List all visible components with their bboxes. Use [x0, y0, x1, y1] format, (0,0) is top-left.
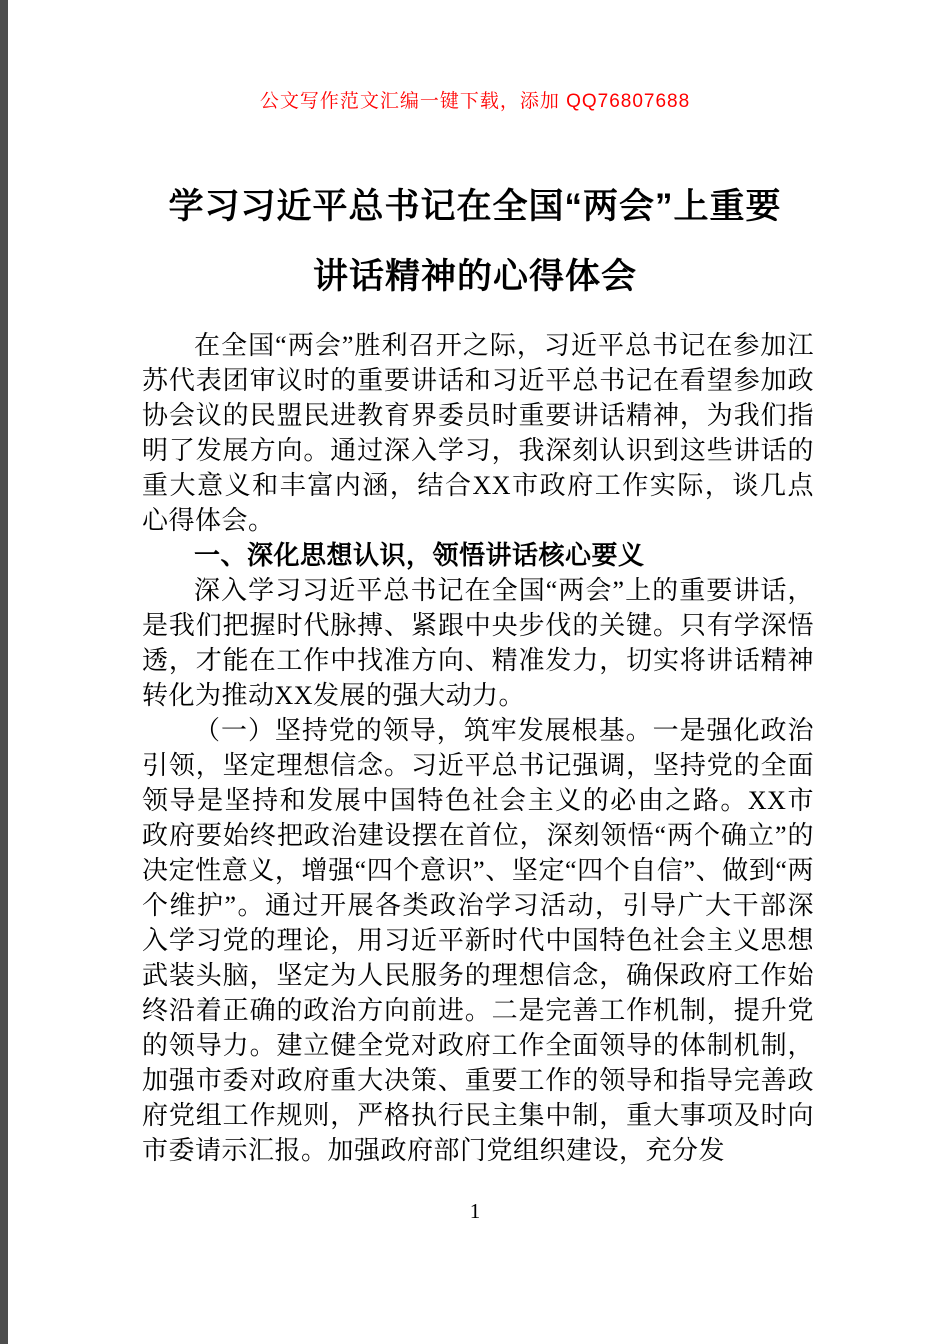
paragraph-intro: 在全国“两会”胜利召开之际，习近平总书记在参加江苏代表团审议时的重要讲话和习近平总书记在看望参加政协会议的民盟民进教育界委员时重要讲话精神，为我们指明了发展方向。通过深入学习，我深刻认识到这些讲话的重大意义和丰富内涵，结合XX市政府工作实际，谈几点心得体会。	[142, 331, 814, 535]
page-left-edge	[0, 0, 8, 1344]
paragraph-point-one: （一）坚持党的领导，筑牢发展根基。一是强化政治引领，坚定理想信念。习近平总书记强调，坚持党的全面领导是坚持和发展中国特色社会主义的必由之路。XX市政府要始终把政治建设摆在首位，深刻领悟“两个确立”的决定性意义，增强“四个意识”、坚定“四个自信”、做到“两个维护”。通过开展各类政治学习活动，引导广大干部深入学习党的理论，用习近平新时代中国特色社会主义思想武装头脑，坚定为人民服务的理想信念，确保政府工作始终沿着正确的政治方向前进。二是完善工作机制，提升党的领导力。建立健全党对政府工作全面领导的体制机制，加强市委对政府重大决策、重要工作的领导和指导完善政府党组工作规则，严格执行民主集中制，重大事项及时向市委请示汇报。加强政府部门党组织建设，充分发	[142, 716, 814, 1165]
header-promo-text: 公文写作范文汇编一键下载，添加 QQ76807688	[259, 91, 691, 112]
paragraph-section-overview: 深入学习习近平总书记在全国“两会”上的重要讲话，是我们把握时代脉搏、紧跟中央步伐的关键。只有学深悟透，才能在工作中找准方向、精准发力，切实将讲话精神转化为推动XX发展的强大动力。	[142, 576, 814, 710]
title-line-2: 讲话精神的心得体会	[312, 257, 637, 296]
section-heading-1: 一、深化思想认识，领悟讲话核心要义	[194, 540, 645, 570]
document-title	[110, 172, 840, 312]
page-number: 1	[469, 1199, 481, 1223]
document-body	[142, 328, 814, 1168]
title-line-1: 学习习近平总书记在全国“两会”上重要	[168, 187, 782, 226]
